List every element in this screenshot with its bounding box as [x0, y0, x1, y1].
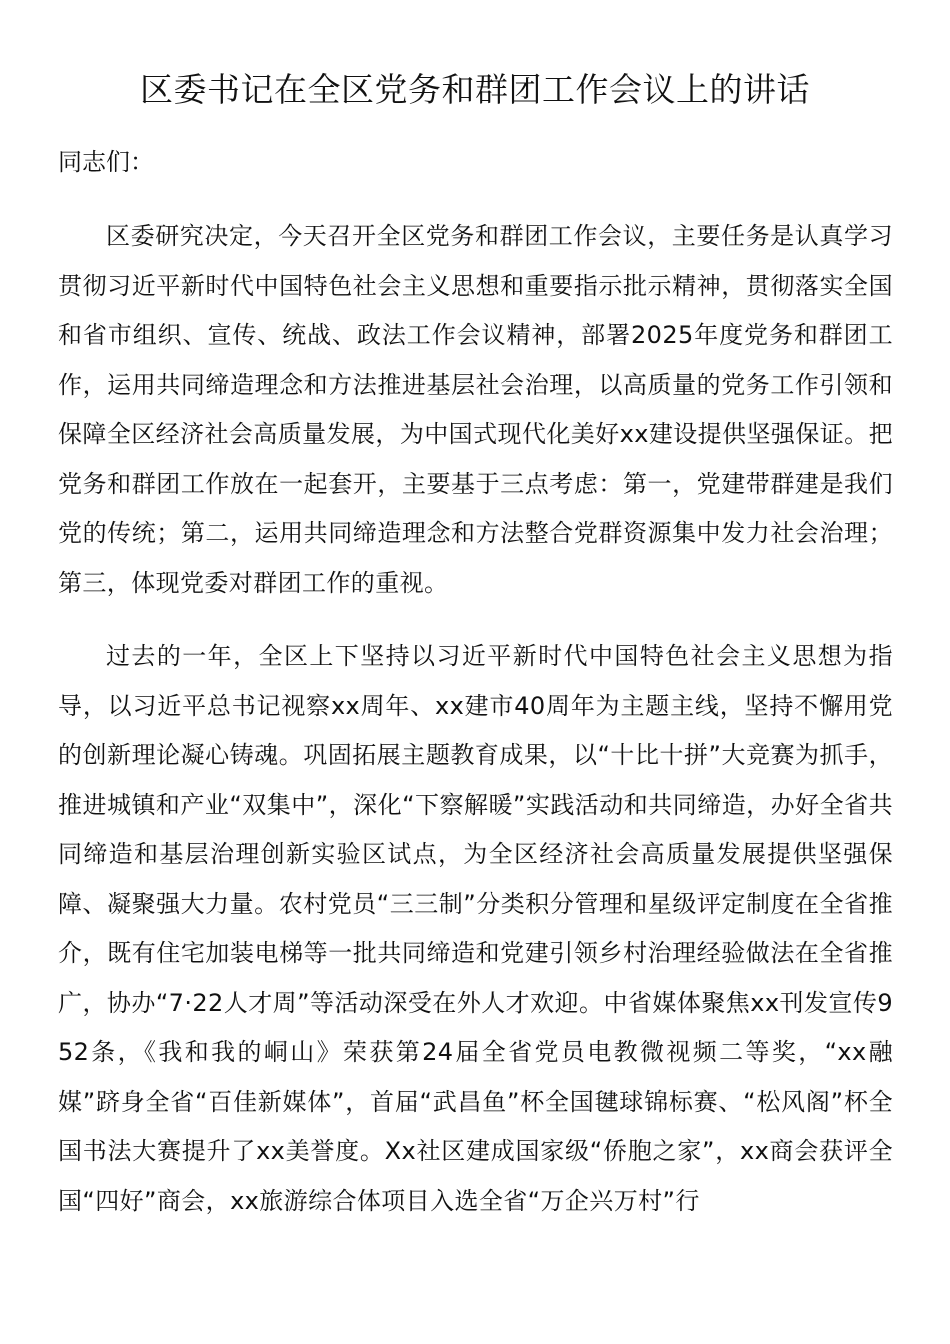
salutation: 同志们：	[58, 148, 154, 176]
document-title: 区委书记在全区党务和群团工作会议上的讲话	[140, 70, 810, 109]
paragraph-1: 区委研究决定，今天召开全区党务和群团工作会议，主要任务是认真学习贯彻习近平新时代中国特色社会主义思想和重要指示批示精神，贯彻落实全国和省市组织、宣传、统战、政法工作会议精神，部署2025年度党务和群团工作，运用共同缔造理念和方法推进基层社会治理，以高质量的党务工作引领和保障全区经济社会高质量发展，为中国式现代化美好xx建设提供坚强保证。把党务和群团工作放在一起套开，主要基于三点考虑：第一，党建带群建是我们党的传统；第二，运用共同缔造理念和方法整合党群资源集中发力社会治理；第三，体现党委对群团工作的重视。	[58, 222, 893, 597]
paragraph-2: 过去的一年，全区上下坚持以习近平新时代中国特色社会主义思想为指导，以习近平总书记视察xx周年、xx建市40周年为主题主线，坚持不懈用党的创新理论凝心铸魂。巩固拓展主题教育成果，以“十比十拼”大竞赛为抓手，推进城镇和产业“双集中”，深化“下察解暖”实践活动和共同缔造，办好全省共同缔造和基层治理创新实验区试点，为全区经济社会高质量发展提供坚强保障、凝聚强大力量。农村党员“三三制”分类积分管理和星级评定制度在全省推介，既有住宅加装电梯等一批共同缔造和党建引领乡村治理经验做法在全省推广，协办“7·22人才周”等活动深受在外人才欢迎。中省媒体聚焦xx刊发宣传952条，《我和我的峒山》荣获第24届全省党员电教微视频二等奖，“xx融媒”跻身全省“百佳新媒体”，首届“武昌鱼”杯全国毽球锦标赛、“松风阁”杯全国书法大赛提升了xx美誉度。Xx社区建成国家级“侨胞之家”，xx商会获评全国“四好”商会，xx旅游综合体项目入选全省“万企兴万村”行	[58, 642, 893, 1215]
